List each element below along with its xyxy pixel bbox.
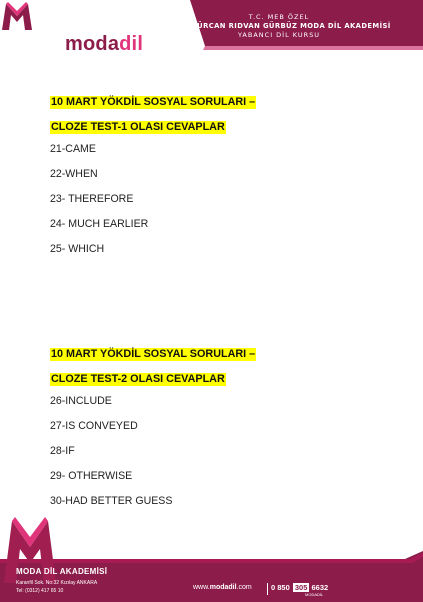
footer-academy-name: MODA DİL AKADEMİSİ bbox=[16, 567, 108, 576]
logo-wordmark bbox=[65, 33, 143, 56]
page-footer bbox=[0, 515, 423, 602]
answer-section-2 bbox=[50, 344, 256, 507]
answer-item: 23- THEREFORE bbox=[50, 193, 134, 205]
answer-item: 29- OTHERWISE bbox=[50, 470, 133, 482]
website-suffix: .com bbox=[236, 584, 252, 591]
phone-mid: 305 bbox=[294, 583, 308, 592]
footer-telephone: Tel: (0312) 417 65 10 bbox=[16, 588, 64, 594]
modadil-logo-icon bbox=[0, 0, 34, 32]
logo-text-suffix: dil bbox=[119, 33, 144, 55]
footer-divider bbox=[267, 583, 268, 595]
institution-line-1: T.C. MEB ÖZEL bbox=[248, 13, 310, 21]
footer-website-link[interactable] bbox=[193, 584, 252, 591]
answer-item: 25- WHICH bbox=[50, 243, 105, 255]
page-header bbox=[0, 0, 423, 62]
answer-section-1 bbox=[50, 92, 256, 255]
section-title-line-2: CLOZE TEST-2 OLASI CEVAPLAR bbox=[51, 373, 225, 385]
answer-item: 27-IS CONVEYED bbox=[50, 420, 138, 432]
institution-line-3: YABANCI DİL KURSU bbox=[237, 31, 321, 39]
answer-item: 24- MUCH EARLIER bbox=[50, 218, 149, 230]
phone-sub: MODADİL bbox=[305, 592, 324, 597]
footer-address: Karanfil Sok. No:32 Kızılay ANKARA bbox=[16, 580, 98, 586]
answer-item: 22-WHEN bbox=[50, 168, 98, 180]
section-title-line-1: 10 MART YÖKDİL SOSYAL SORULARI – bbox=[51, 348, 256, 360]
website-prefix: www. bbox=[193, 584, 210, 591]
answer-item: 30-HAD BETTER GUESS bbox=[50, 495, 173, 507]
answer-item: 21-CAME bbox=[50, 143, 96, 155]
website-brand: modadil bbox=[209, 584, 237, 591]
footer-call-center bbox=[271, 583, 328, 597]
section-title-line-2: CLOZE TEST-1 OLASI CEVAPLAR bbox=[51, 121, 225, 133]
phone-box: 6632 bbox=[311, 583, 329, 592]
answer-item: 28-IF bbox=[50, 445, 75, 457]
section-title-line-1: 10 MART YÖKDİL SOSYAL SORULARI – bbox=[51, 96, 256, 108]
answer-item: 26-INCLUDE bbox=[50, 395, 112, 407]
institution-name: SUAT GÜRCAN RIDVAN GÜRBÜZ MODA DİL AKADEMİSİ bbox=[167, 22, 391, 30]
logo-text-prefix: moda bbox=[65, 33, 120, 55]
phone-prefix: 0 850 bbox=[271, 583, 290, 592]
